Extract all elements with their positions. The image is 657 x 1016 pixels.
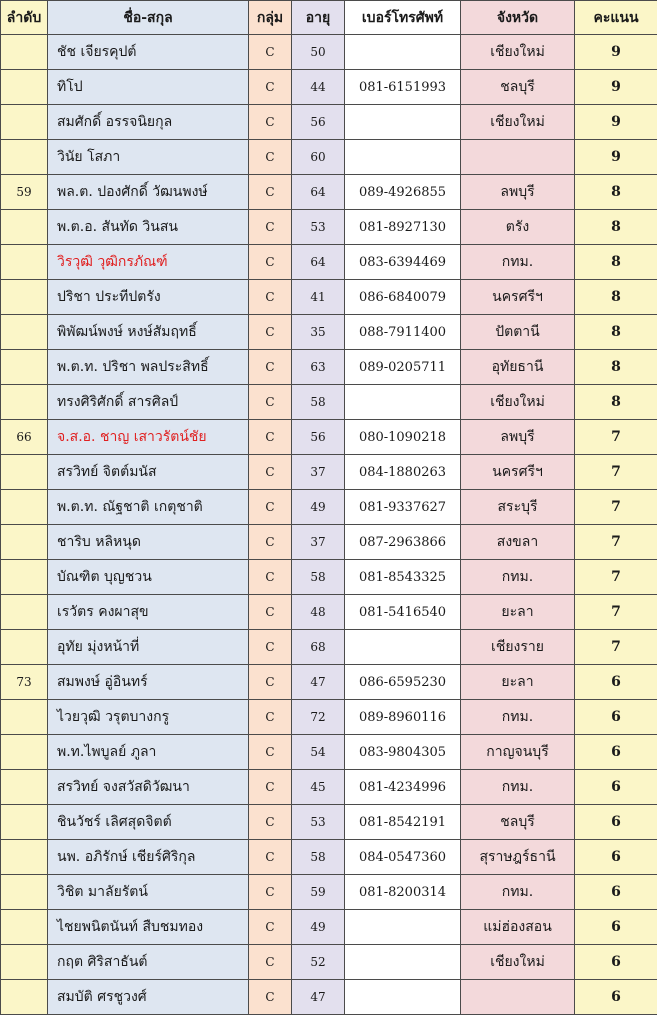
rank-cell[interactable] <box>1 910 48 945</box>
province-cell[interactable]: ยะลา <box>461 665 575 700</box>
header-group[interactable]: กลุ่ม <box>249 1 292 35</box>
score-cell[interactable]: 6 <box>575 840 657 875</box>
score-cell[interactable]: 6 <box>575 665 657 700</box>
province-cell[interactable]: ปัตตานี <box>461 315 575 350</box>
table-row <box>1 875 657 910</box>
group-cell[interactable]: C <box>249 595 292 630</box>
rank-cell[interactable]: 66 <box>1 420 48 455</box>
name-cell[interactable]: สรวิทย์ จิตต์มนัส <box>48 455 249 490</box>
age-cell[interactable]: 53 <box>292 210 345 245</box>
name-cell[interactable]: พิพัฒน์พงษ์ หงษ์สัมฤทธิ์ <box>48 315 249 350</box>
group-cell[interactable]: C <box>249 210 292 245</box>
table-row <box>1 350 657 385</box>
rank-cell[interactable] <box>1 980 48 1015</box>
age-cell[interactable]: 37 <box>292 455 345 490</box>
province-cell[interactable]: เชียงใหม่ <box>461 385 575 420</box>
table-row <box>1 140 657 175</box>
name-cell[interactable]: ชินวัชร์ เลิศสุดจิตต์ <box>48 805 249 840</box>
phone-cell[interactable]: 084-0547360 <box>345 840 461 875</box>
name-cell[interactable]: ทิโป <box>48 70 249 105</box>
group-cell[interactable]: C <box>249 105 292 140</box>
province-cell[interactable]: สระบุรี <box>461 490 575 525</box>
age-cell[interactable]: 47 <box>292 665 345 700</box>
name-cell[interactable]: สมบัติ ศรชูวงศ์ <box>48 980 249 1015</box>
table-row <box>1 700 657 735</box>
name-cell[interactable]: ทรงศิริศักดิ์ สารศิลป์ <box>48 385 249 420</box>
age-cell[interactable]: 64 <box>292 175 345 210</box>
group-cell[interactable]: C <box>249 35 292 70</box>
age-cell[interactable]: 72 <box>292 700 345 735</box>
phone-cell[interactable]: 089-4926855 <box>345 175 461 210</box>
province-cell[interactable]: กทม. <box>461 245 575 280</box>
group-cell[interactable]: C <box>249 420 292 455</box>
name-cell[interactable]: กฤต ศิริสาธันต์ <box>48 945 249 980</box>
age-cell[interactable]: 35 <box>292 315 345 350</box>
province-cell[interactable]: อุทัยธานี <box>461 350 575 385</box>
table-row <box>1 385 657 420</box>
rank-cell[interactable] <box>1 105 48 140</box>
header-age[interactable]: อายุ <box>292 1 345 35</box>
table-row <box>1 630 657 665</box>
table-row <box>1 840 657 875</box>
table-row <box>1 665 657 700</box>
table-row <box>1 420 657 455</box>
score-cell[interactable]: 8 <box>575 280 657 315</box>
group-cell[interactable]: C <box>249 490 292 525</box>
age-cell[interactable]: 45 <box>292 770 345 805</box>
province-cell[interactable]: เชียงใหม่ <box>461 945 575 980</box>
province-cell[interactable] <box>461 140 575 175</box>
table-row <box>1 805 657 840</box>
rank-cell[interactable] <box>1 595 48 630</box>
name-cell[interactable]: พล.ต. ปองศักดิ์ วัฒนพงษ์ <box>48 175 249 210</box>
name-cell[interactable]: นพ. อภิรักษ์ เชียร์ศิริกุล <box>48 840 249 875</box>
table-row <box>1 560 657 595</box>
rank-cell[interactable] <box>1 525 48 560</box>
phone-cell[interactable]: 080-1090218 <box>345 420 461 455</box>
phone-cell[interactable]: 089-8960116 <box>345 700 461 735</box>
table-row <box>1 245 657 280</box>
score-cell[interactable]: 8 <box>575 315 657 350</box>
group-cell[interactable]: C <box>249 805 292 840</box>
score-cell[interactable]: 9 <box>575 35 657 70</box>
score-cell[interactable]: 6 <box>575 805 657 840</box>
phone-cell[interactable] <box>345 140 461 175</box>
score-cell[interactable]: 9 <box>575 105 657 140</box>
table-row <box>1 210 657 245</box>
province-cell[interactable]: กทม. <box>461 560 575 595</box>
name-cell[interactable]: จ.ส.อ. ชาญ เสาวรัตน์ชัย <box>48 420 249 455</box>
rank-cell[interactable] <box>1 315 48 350</box>
name-cell[interactable]: พ.ต.ท. ณัฐชาติ เกตุชาติ <box>48 490 249 525</box>
group-cell[interactable]: C <box>249 525 292 560</box>
phone-cell[interactable]: 084-1880263 <box>345 455 461 490</box>
rank-cell[interactable] <box>1 210 48 245</box>
rank-cell[interactable]: 59 <box>1 175 48 210</box>
name-cell[interactable]: พ.ท.ไพบูลย์ ภูลา <box>48 735 249 770</box>
age-cell[interactable]: 50 <box>292 35 345 70</box>
rank-cell[interactable] <box>1 385 48 420</box>
table-row <box>1 735 657 770</box>
score-cell[interactable]: 7 <box>575 420 657 455</box>
name-cell[interactable]: ปริชา ประทีปตรัง <box>48 280 249 315</box>
score-cell[interactable]: 7 <box>575 595 657 630</box>
header-row <box>1 1 657 35</box>
score-cell[interactable]: 6 <box>575 700 657 735</box>
phone-cell[interactable]: 081-8542191 <box>345 805 461 840</box>
province-cell[interactable]: กทม. <box>461 700 575 735</box>
age-cell[interactable]: 64 <box>292 245 345 280</box>
province-cell[interactable]: สงขลา <box>461 525 575 560</box>
name-cell[interactable]: สรวิทย์ จงสวัสดิวัฒนา <box>48 770 249 805</box>
province-cell[interactable]: ยะลา <box>461 595 575 630</box>
age-cell[interactable]: 56 <box>292 105 345 140</box>
phone-cell[interactable]: 081-4234996 <box>345 770 461 805</box>
province-cell[interactable]: เชียงใหม่ <box>461 35 575 70</box>
phone-cell[interactable] <box>345 980 461 1015</box>
phone-cell[interactable]: 081-6151993 <box>345 70 461 105</box>
score-cell[interactable]: 8 <box>575 210 657 245</box>
province-cell[interactable]: ลพบุรี <box>461 175 575 210</box>
rank-cell[interactable] <box>1 350 48 385</box>
rank-cell[interactable] <box>1 280 48 315</box>
table-row <box>1 910 657 945</box>
phone-cell[interactable]: 081-8200314 <box>345 875 461 910</box>
table-row <box>1 490 657 525</box>
header-name[interactable]: ชื่อ-สกุล <box>48 1 249 35</box>
rank-cell[interactable] <box>1 35 48 70</box>
group-cell[interactable]: C <box>249 350 292 385</box>
age-cell[interactable]: 49 <box>292 490 345 525</box>
name-cell[interactable]: ชัช เจียรคุปต์ <box>48 35 249 70</box>
phone-cell[interactable]: 087-2963866 <box>345 525 461 560</box>
province-cell[interactable]: สุราษฎร์ธานี <box>461 840 575 875</box>
group-cell[interactable]: C <box>249 700 292 735</box>
province-cell[interactable]: นครศรีฯ <box>461 455 575 490</box>
table-row <box>1 770 657 805</box>
rank-cell[interactable] <box>1 455 48 490</box>
age-cell[interactable]: 59 <box>292 875 345 910</box>
table-body <box>1 35 657 1015</box>
rank-cell[interactable] <box>1 140 48 175</box>
group-cell[interactable]: C <box>249 980 292 1015</box>
group-cell[interactable]: C <box>249 280 292 315</box>
age-cell[interactable]: 37 <box>292 525 345 560</box>
group-cell[interactable]: C <box>249 945 292 980</box>
phone-cell[interactable] <box>345 385 461 420</box>
province-cell[interactable]: กาญจนบุรี <box>461 735 575 770</box>
age-cell[interactable]: 56 <box>292 420 345 455</box>
rank-cell[interactable] <box>1 805 48 840</box>
score-cell[interactable]: 6 <box>575 735 657 770</box>
table-row <box>1 280 657 315</box>
age-cell[interactable]: 44 <box>292 70 345 105</box>
rank-cell[interactable] <box>1 560 48 595</box>
table-row <box>1 595 657 630</box>
phone-cell[interactable]: 086-6595230 <box>345 665 461 700</box>
age-cell[interactable]: 52 <box>292 945 345 980</box>
name-cell[interactable]: ไวยวุฒิ วรุตบางกรู <box>48 700 249 735</box>
age-cell[interactable]: 54 <box>292 735 345 770</box>
header-province[interactable]: จังหวัด <box>461 1 575 35</box>
table-row <box>1 455 657 490</box>
score-cell[interactable]: 6 <box>575 770 657 805</box>
header-phone[interactable]: เบอร์โทรศัพท์ <box>345 1 461 35</box>
rank-cell[interactable]: 73 <box>1 665 48 700</box>
province-cell[interactable]: กทม. <box>461 770 575 805</box>
group-cell[interactable]: C <box>249 385 292 420</box>
table-row <box>1 35 657 70</box>
rank-cell[interactable] <box>1 840 48 875</box>
score-cell[interactable]: 7 <box>575 490 657 525</box>
score-cell[interactable]: 6 <box>575 910 657 945</box>
phone-cell[interactable]: 081-8543325 <box>345 560 461 595</box>
score-cell[interactable]: 8 <box>575 245 657 280</box>
table-row <box>1 980 657 1015</box>
score-cell[interactable]: 8 <box>575 175 657 210</box>
name-cell[interactable]: ชาริบ หลิหนุด <box>48 525 249 560</box>
group-cell[interactable]: C <box>249 315 292 350</box>
phone-cell[interactable]: 089-0205711 <box>345 350 461 385</box>
score-cell[interactable]: 8 <box>575 350 657 385</box>
name-cell[interactable]: บัณฑิต บุญชวน <box>48 560 249 595</box>
score-cell[interactable]: 6 <box>575 945 657 980</box>
group-cell[interactable]: C <box>249 770 292 805</box>
table-row <box>1 315 657 350</box>
name-cell[interactable]: เรวัตร คงผาสุข <box>48 595 249 630</box>
score-cell[interactable]: 7 <box>575 525 657 560</box>
province-cell[interactable]: แม่ฮ่องสอน <box>461 910 575 945</box>
name-cell[interactable]: สมพงษ์ อู่อินทร์ <box>48 665 249 700</box>
age-cell[interactable]: 58 <box>292 840 345 875</box>
score-cell[interactable]: 8 <box>575 385 657 420</box>
score-cell[interactable]: 6 <box>575 875 657 910</box>
phone-cell[interactable]: 081-5416540 <box>345 595 461 630</box>
name-cell[interactable]: พ.ต.อ. สันทัด วินสน <box>48 210 249 245</box>
group-cell[interactable]: C <box>249 665 292 700</box>
name-cell[interactable]: พ.ต.ท. ปริชา พลประสิทธิ์ <box>48 350 249 385</box>
score-cell[interactable]: 7 <box>575 560 657 595</box>
group-cell[interactable]: C <box>249 70 292 105</box>
phone-cell[interactable] <box>345 105 461 140</box>
age-cell[interactable]: 49 <box>292 910 345 945</box>
province-cell[interactable]: ลพบุรี <box>461 420 575 455</box>
age-cell[interactable]: 58 <box>292 560 345 595</box>
province-cell[interactable]: ชลบุรี <box>461 70 575 105</box>
rank-cell[interactable] <box>1 945 48 980</box>
table-row <box>1 525 657 560</box>
phone-cell[interactable] <box>345 945 461 980</box>
rank-cell[interactable] <box>1 490 48 525</box>
rank-cell[interactable] <box>1 245 48 280</box>
score-cell[interactable]: 6 <box>575 980 657 1015</box>
phone-cell[interactable] <box>345 910 461 945</box>
group-cell[interactable]: C <box>249 175 292 210</box>
phone-cell[interactable]: 088-7911400 <box>345 315 461 350</box>
name-cell[interactable]: ไชยพนิตนันท์ สืบชมทอง <box>48 910 249 945</box>
age-cell[interactable]: 48 <box>292 595 345 630</box>
header-score[interactable]: คะแนน <box>575 1 657 35</box>
rank-cell[interactable] <box>1 875 48 910</box>
phone-cell[interactable]: 081-8927130 <box>345 210 461 245</box>
group-cell[interactable]: C <box>249 630 292 665</box>
name-cell[interactable]: วิรวุฒิ วุฒิกรภัณฑ์ <box>48 245 249 280</box>
province-cell[interactable]: ตรัง <box>461 210 575 245</box>
group-cell[interactable]: C <box>249 245 292 280</box>
header-rank[interactable]: ลำดับ <box>1 1 48 35</box>
age-cell[interactable]: 58 <box>292 385 345 420</box>
phone-cell[interactable] <box>345 35 461 70</box>
province-cell[interactable]: กทม. <box>461 875 575 910</box>
name-cell[interactable]: วินัย โสภา <box>48 140 249 175</box>
phone-cell[interactable]: 086-6840079 <box>345 280 461 315</box>
age-cell[interactable]: 63 <box>292 350 345 385</box>
group-cell[interactable]: C <box>249 560 292 595</box>
age-cell[interactable]: 68 <box>292 630 345 665</box>
table-row <box>1 105 657 140</box>
phone-cell[interactable]: 083-9804305 <box>345 735 461 770</box>
age-cell[interactable]: 47 <box>292 980 345 1015</box>
phone-cell[interactable] <box>345 630 461 665</box>
rank-cell[interactable] <box>1 735 48 770</box>
province-cell[interactable]: ชลบุรี <box>461 805 575 840</box>
group-cell[interactable]: C <box>249 735 292 770</box>
name-cell[interactable]: วิชิต มาลัยรัตน์ <box>48 875 249 910</box>
table-row <box>1 70 657 105</box>
province-cell[interactable]: นครศรีฯ <box>461 280 575 315</box>
province-cell[interactable] <box>461 980 575 1015</box>
group-cell[interactable]: C <box>249 140 292 175</box>
province-cell[interactable]: เชียงใหม่ <box>461 105 575 140</box>
rank-cell[interactable] <box>1 700 48 735</box>
rank-cell[interactable] <box>1 630 48 665</box>
group-cell[interactable]: C <box>249 840 292 875</box>
name-cell[interactable]: อุทัย มุ่งหน้าที่ <box>48 630 249 665</box>
name-cell[interactable]: สมศักดิ์ อรรจนิยกุล <box>48 105 249 140</box>
age-cell[interactable]: 60 <box>292 140 345 175</box>
group-cell[interactable]: C <box>249 875 292 910</box>
score-cell[interactable]: 9 <box>575 140 657 175</box>
phone-cell[interactable]: 081-9337627 <box>345 490 461 525</box>
score-cell[interactable]: 7 <box>575 630 657 665</box>
rank-cell[interactable] <box>1 770 48 805</box>
rank-cell[interactable] <box>1 70 48 105</box>
table-row <box>1 945 657 980</box>
table-row <box>1 175 657 210</box>
age-cell[interactable]: 53 <box>292 805 345 840</box>
province-cell[interactable]: เชียงราย <box>461 630 575 665</box>
group-cell[interactable]: C <box>249 455 292 490</box>
score-cell[interactable]: 7 <box>575 455 657 490</box>
phone-cell[interactable]: 083-6394469 <box>345 245 461 280</box>
age-cell[interactable]: 41 <box>292 280 345 315</box>
group-cell[interactable]: C <box>249 910 292 945</box>
score-cell[interactable]: 9 <box>575 70 657 105</box>
